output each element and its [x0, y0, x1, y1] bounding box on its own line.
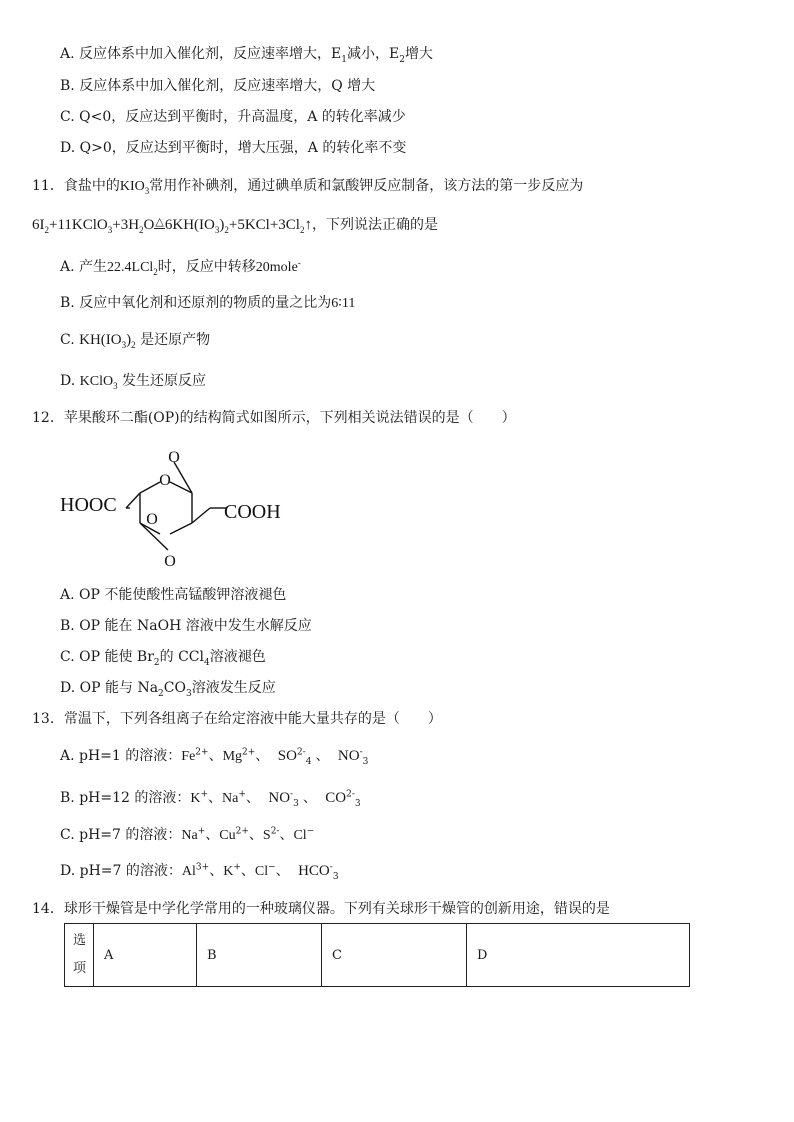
q11-equation: $6I_2+11KClO_3+3H_2O\triangle 6KH(IO_3)_2+5KCl+3Cl_2↑$，下列说法正确的是	[32, 215, 438, 235]
structure-bonds	[126, 462, 226, 550]
table-cell-d[interactable]: D	[467, 924, 690, 987]
table-row	[65, 924, 690, 987]
q14-stem: 14．球形干燥管是中学化学常用的一种玻璃仪器。下列有关球形干燥管的创新用途，错误的是	[32, 901, 610, 917]
structure-oxygen-ring-bottom: O	[146, 511, 158, 528]
reaction-condition-delta: △	[155, 215, 164, 228]
q10-option-a[interactable]: A. 反应体系中加入催化剂，反应速率增大，$E_1$减小，$E_2$增大	[60, 46, 433, 65]
q10-option-d[interactable]: D. Q>0，反应达到平衡时，增大压强，A 的转化率不变	[60, 140, 407, 156]
q11-option-d[interactable]: D. KClO$_3$ 发生还原反应	[60, 373, 207, 391]
table-cell-c[interactable]: C	[322, 924, 467, 987]
q12-stem: 12．苹果酸环二酯(OP)的结构简式如图所示，下列相关说法错误的是（ ）	[32, 410, 516, 426]
q10-option-c[interactable]: C. Q<0，反应达到平衡时，升高温度，A 的转化率减少	[60, 109, 406, 125]
op-structure-diagram	[58, 438, 308, 574]
q13-option-a[interactable]: A. pH=1 的溶液：$Fe^{2+}$、$Mg^{2+}$、 $SO^{2-}_4$ 、 $NO^-_3$	[60, 747, 369, 767]
q14-options-table	[64, 923, 690, 987]
structure-oxygen-bottom: O	[164, 553, 176, 570]
q14-number: 14．	[32, 901, 64, 917]
q13-number: 13．	[32, 711, 64, 727]
q11-number: 11．	[32, 178, 64, 194]
q11-option-b[interactable]: B. 反应中氧化剂和还原剂的物质的量之比为6∶11	[60, 295, 356, 311]
table-header-cell: 选 项	[65, 924, 94, 987]
q13-option-b[interactable]: B. pH=12 的溶液：K+、Na+、 $NO^-_3$ 、 $CO^{2-}_3$	[60, 789, 361, 809]
q11-option-c[interactable]: C. $KH(IO_3)_2$ 是还原产物	[60, 332, 211, 350]
q12-option-b[interactable]: B. OP 能在 NaOH 溶液中发生水解反应	[60, 618, 312, 634]
q11-option-a[interactable]: A. 产生22.4LCl$_2$时，反应中转移20mole-	[60, 257, 301, 277]
q13-option-c[interactable]: C. pH=7 的溶液：Na+、$Cu^{2+}$、$S^{2-}$、Cl−	[60, 826, 315, 843]
table-cell-b[interactable]: B	[197, 924, 322, 987]
structure-oxygen-top: O	[168, 449, 180, 466]
q10-option-b[interactable]: B. 反应体系中加入催化剂，反应速率增大，Q 增大	[60, 78, 376, 94]
structure-hooc-group: HOOC	[60, 494, 117, 516]
structure-cooh-group: COOH	[224, 501, 281, 523]
table-cell-a[interactable]: A	[94, 924, 197, 987]
q12-option-d[interactable]: D. OP 能与 $Na_2CO_3$溶液发生反应	[60, 680, 276, 699]
q12-option-a[interactable]: A. OP 不能使酸性高锰酸钾溶液褪色	[60, 587, 287, 603]
q13-stem: 13．常温下，下列各组离子在给定溶液中能大量共存的是（ ）	[32, 711, 442, 727]
q13-option-d[interactable]: D. pH=7 的溶液：$Al^{3+}$、K+、Cl−、 $HCO^-_3$	[60, 862, 339, 882]
q12-number: 12．	[32, 410, 64, 426]
structure-oxygen-ring-top: O	[159, 472, 171, 489]
q11-stem: 11．食盐中的$KIO_3$常用作补碘剂，通过碘单质和氯酸钾反应制备，该方法的第一步反应为	[32, 178, 584, 196]
q12-option-c[interactable]: C. OP 能使 $Br_2$的 CCl$_4$溶液褪色	[60, 649, 266, 668]
